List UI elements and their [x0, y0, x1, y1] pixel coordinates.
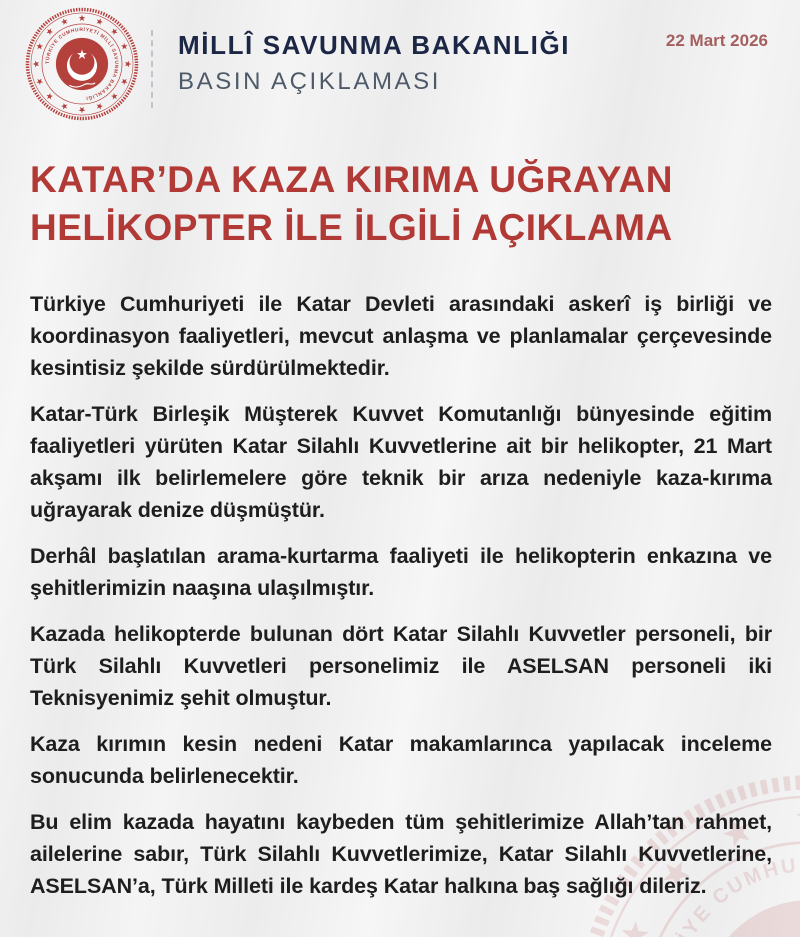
- paragraph-6: Bu elim kazada hayatını kaybeden tüm şehitlerimize Allah’tan rahmet, ailelerine sabır, Türk Silahlı Kuvvetlerimize, Katar Silahlı Kuvvetlerine, ASELSAN’a, Türk Milleti ile kardeş Katar halkına baş sağlığı dileriz.: [30, 810, 772, 898]
- ministry-seal-logo: [24, 6, 140, 122]
- press-release-label: BASIN AÇIKLAMASI: [178, 68, 442, 95]
- release-date: 22 Mart 2026: [665, 31, 768, 50]
- headline: [30, 156, 772, 252]
- headline-line-1: KATAR’DA KAZA KIRIMA UĞRAYAN: [30, 159, 673, 200]
- headline-line-2: HELİKOPTER İLE İLGİLİ AÇIKLAMA: [30, 207, 673, 248]
- header-divider: [151, 30, 153, 108]
- header-text: [178, 30, 570, 96]
- paragraph-3: Derhâl başlatılan arama-kurtarma faaliyeti ile helikopterin enkazına ve şehitlerimizin naaşına ulaşılmıştır.: [30, 544, 772, 600]
- ministry-name: MİLLÎ SAVUNMA BAKANLIĞI: [178, 30, 571, 60]
- paragraph-5: Kaza kırımın kesin nedeni Katar makamlarınca yapılacak inceleme sonucunda belirlenecektir.: [30, 732, 772, 788]
- paragraph-4: Kazada helikopterde bulunan dört Katar Silahlı Kuvvetler personeli, bir Türk Silahlı Kuvvetleri personelimiz ile ASELSAN personeli iki Teknisyenimiz şehit olmuştur.: [30, 622, 772, 710]
- body-text: [30, 288, 772, 916]
- paragraph-1: Türkiye Cumhuriyeti ile Katar Devleti arasındaki askerî iş birliği ve koordinasyon faaliyetleri, mevcut anlaşma ve planlamalar çerçevesinde kesintisiz şekilde sürdürülmektedir.: [30, 292, 772, 380]
- paragraph-2: Katar-Türk Birleşik Müşterek Kuvvet Komutanlığı bünyesinde eğitim faaliyetleri yürüten Katar Silahlı Kuvvetlerine ait bir helikopter, 21 Mart akşamı ilk belirlemelere göre teknik bir arıza nedeniyle kaza-kırıma uğrayarak denize düşmüştür.: [30, 402, 772, 522]
